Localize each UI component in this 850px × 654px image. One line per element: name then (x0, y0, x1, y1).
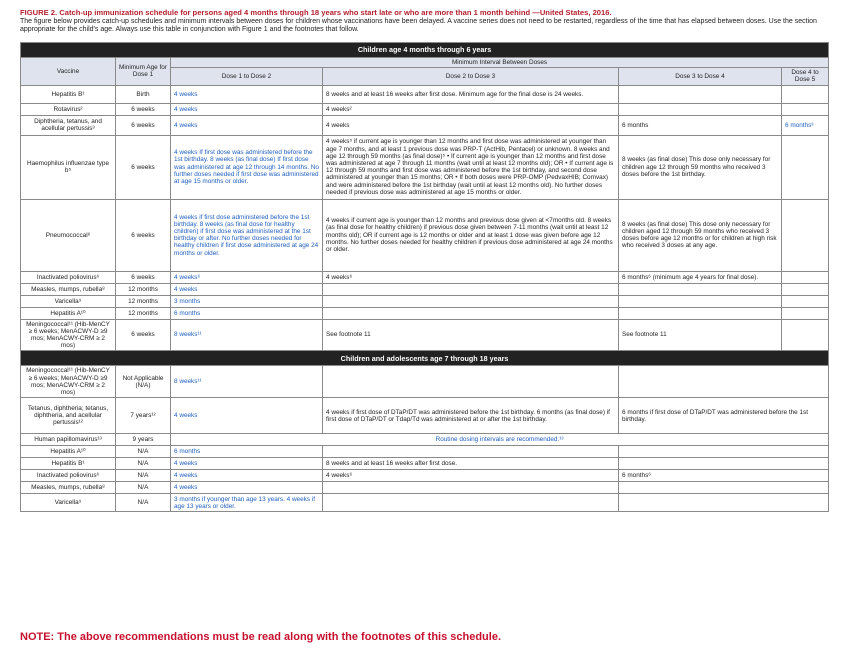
table-cell: 7 years¹² (116, 398, 171, 434)
table-cell: 12 months (116, 307, 171, 319)
table-row (21, 319, 829, 351)
table-cell: Hepatitis B¹ (21, 458, 116, 470)
table-cell: 9 years (116, 434, 171, 446)
table-cell: 4 weeks (171, 458, 323, 470)
table-row (21, 494, 829, 512)
table-row (21, 85, 829, 103)
table-cell (782, 199, 829, 271)
table-cell: 4 weeks (171, 482, 323, 494)
table-cell (323, 283, 619, 295)
table-cell (782, 135, 829, 199)
dose-4-5-header: Dose 4 to Dose 5 (782, 68, 829, 85)
table-row (21, 283, 829, 295)
table-cell: 4 weeks if first dose administered before the 1st birthday. 8 weeks (as final dose for healthy children) if first dose was administered at the 1st birthday or after. No further doses needed for healthy children if first dose administered at age 24 months or older. (171, 199, 323, 271)
table-cell: N/A (116, 482, 171, 494)
table-row (21, 271, 829, 283)
table-cell (619, 446, 829, 458)
table-cell: 6 months (619, 115, 782, 135)
dose-1-2-header: Dose 1 to Dose 2 (171, 68, 323, 85)
table-cell: 4 weeks If first dose was administered before the 1st birthday. 8 weeks (as final dose) If first dose was administered at age 12 through 14 months. No further doses needed if first dose was administered at age 15 months or older. (171, 135, 323, 199)
table-row (21, 103, 829, 115)
table-cell: 8 weeks and at least 16 weeks after first dose. (323, 458, 619, 470)
table-cell: 6 months (171, 307, 323, 319)
table-cell: Tetanus, diphtheria; tetanus, diphtheria, and acellular pertussis¹² (21, 398, 116, 434)
table-row (21, 295, 829, 307)
table-cell: 4 weeks (171, 398, 323, 434)
table-cell (323, 482, 619, 494)
table-cell: 4 weeks⁶ (171, 271, 323, 283)
table-cell: 6 weeks (116, 271, 171, 283)
table-cell: Haemophilus influenzae type b⁵ (21, 135, 116, 199)
table-cell: 4 weeks (171, 283, 323, 295)
figure-description: The figure below provides catch-up schedules and minimum intervals between doses for children whose vaccinations have been delayed. A vaccine series does not need to be restarted, regardless of the time that has elapsed between doses. Use the section appropriate for the child's age. Always use this table in conjunction with Figure 1 and the footnotes that follow. (20, 17, 817, 34)
table-cell (619, 482, 829, 494)
table-cell (619, 85, 782, 103)
table-cell: 6 weeks (116, 135, 171, 199)
table-cell: 12 months (116, 283, 171, 295)
table-cell: 6 weeks (116, 199, 171, 271)
table-cell: 12 months (116, 295, 171, 307)
table-cell: Measles, mumps, rubella⁸ (21, 482, 116, 494)
table-cell: 6 months⁶ (minimum age 4 years for final dose). (619, 271, 782, 283)
table-row (21, 199, 829, 271)
table-cell: 8 weeks¹¹ (171, 319, 323, 351)
table-row (21, 135, 829, 199)
table-cell (323, 446, 619, 458)
table-cell: N/A (116, 494, 171, 512)
section-header-young: Children age 4 months through 6 years (21, 43, 829, 58)
table-cell: 4 weeks (171, 85, 323, 103)
table-cell: Diphtheria, tetanus, and acellular pertussis³ (21, 115, 116, 135)
table-cell: 3 months if younger than age 13 years. 4 weeks if age 13 years or older. (171, 494, 323, 512)
table-cell (323, 494, 619, 512)
column-header-row (21, 58, 829, 68)
table-cell: Pneumococcal⁶ (21, 199, 116, 271)
table-cell: 3 months (171, 295, 323, 307)
table-row (21, 446, 829, 458)
header (20, 9, 835, 35)
table-row (21, 470, 829, 482)
table-cell: Varicella⁹ (21, 295, 116, 307)
section-header-older (21, 351, 829, 366)
table-row (21, 434, 829, 446)
table-row (21, 482, 829, 494)
table-row (21, 115, 829, 135)
table-cell (782, 85, 829, 103)
table-cell (782, 103, 829, 115)
table-cell (782, 319, 829, 351)
min-interval-header: Minimum Interval Between Doses (171, 58, 829, 68)
dose-3-4-header: Dose 3 to Dose 4 (619, 68, 782, 85)
table-cell: 8 weeks¹¹ (171, 366, 323, 398)
table-cell: 4 weeks if current age is younger than 12 months and previous dose given at <7months old. 8 weeks (as final dose for healthy children) if previous dose given between 7-11 months (wait until at least 12 months old); OR if current age is 12 months or older and at least 1 dose was given before age 12 months. No further doses needed for healthy children if previous dose administered at age 24 months or older. (323, 199, 619, 271)
table-cell: 4 weeks if first dose of DTaP/DT was administered before the 1st birthday. 6 months (as final dose) if first dose of DTaP/DT or Tdap/Td was administered at or after the 1st birthday. (323, 398, 619, 434)
table-cell (619, 307, 782, 319)
table-cell (619, 283, 782, 295)
table-cell (619, 458, 829, 470)
table-cell: 4 weeks (323, 115, 619, 135)
catch-up-schedule-table (20, 42, 829, 512)
table-cell: 6 weeks (116, 103, 171, 115)
table-cell: 8 weeks (as final dose) This dose only necessary for children aged 12 through 59 months who received 3 doses before age 12 months or for children at high risk who received 3 doses at any age. (619, 199, 782, 271)
table-cell: See footnote 11 (323, 319, 619, 351)
dose-2-3-header: Dose 2 to Dose 3 (323, 68, 619, 85)
table-cell: 4 weeks⁶ (323, 271, 619, 283)
footnote-note: NOTE: The above recommendations must be read along with the footnotes of this schedule. (20, 631, 502, 643)
table-cell (782, 307, 829, 319)
table-cell: 8 weeks and at least 16 weeks after first dose. Minimum age for the final dose is 24 weeks. (323, 85, 619, 103)
table-cell: 6 months³ (782, 115, 829, 135)
table-cell (782, 295, 829, 307)
table-cell: Hepatitis A¹⁰ (21, 446, 116, 458)
table-cell: 6 months if first dose of DTaP/DT was administered before the 1st birthday. (619, 398, 829, 434)
table-cell: 6 months (171, 446, 323, 458)
table-cell: Hepatitis A¹⁰ (21, 307, 116, 319)
table-cell: Inactivated poliovirus⁶ (21, 271, 116, 283)
table-cell (619, 295, 782, 307)
table-cell: Meningococcal¹¹ (Hib-MenCY ≥ 6 weeks; MenACWY-D ≥9 mos; MenACWY-CRM ≥ 2 mos) (21, 319, 116, 351)
table-cell: 6 weeks (116, 115, 171, 135)
table-row (21, 398, 829, 434)
table-cell: 6 weeks (116, 319, 171, 351)
table-cell: 4 weeks² (323, 103, 619, 115)
min-age-header: Minimum Age for Dose 1 (116, 58, 171, 86)
table-cell: Inactivated poliovirus⁶ (21, 470, 116, 482)
table-cell (323, 307, 619, 319)
table-cell: See footnote 11 (619, 319, 782, 351)
table-cell: 4 weeks (171, 115, 323, 135)
table-cell: 4 weeks⁶ (323, 470, 619, 482)
table-cell (619, 103, 782, 115)
table-cell: 4 weeks (171, 470, 323, 482)
table-cell: Routine dosing intervals are recommended.¹³ (171, 434, 829, 446)
figure-title: FIGURE 2. Catch-up immunization schedule for persons aged 4 months through 18 years who start late or who are more than 1 month behind —United States, 2016. (20, 8, 612, 17)
table-cell: Rotavirus² (21, 103, 116, 115)
table-cell: Children and adolescents age 7 through 18 years (21, 351, 829, 366)
table-row (21, 458, 829, 470)
table-cell: N/A (116, 446, 171, 458)
table-cell: Not Applicable (N/A) (116, 366, 171, 398)
table-cell: 6 months⁶ (619, 470, 829, 482)
table-cell: N/A (116, 458, 171, 470)
table-row (21, 307, 829, 319)
table-cell: Meningococcal¹¹ (Hib-MenCY ≥ 6 weeks; MenACWY-D ≥9 mos; MenACWY-CRM ≥ 2 mos) (21, 366, 116, 398)
table-cell: Hepatitis B¹ (21, 85, 116, 103)
table-cell (782, 283, 829, 295)
table-cell (323, 366, 619, 398)
table-cell (619, 366, 829, 398)
table-cell (619, 494, 829, 512)
table-cell: 4 weeks⁵ if current age is younger than 12 months and first dose was administered at younger than age 7 months, and at least 1 previous dose was PRP-T (ActHib, Pentacel) or unknown. 8 weeks and age 12 through 59 months (as final dose)⁵ • If current age is younger than 12 months and first dose was administered at age 7 through 11 months (wait until at least 12 months old); OR • If current age is 12 through 59 months and first dose was administered before the 1st birthday, and second dose administered at younger than 15 months; OR • If both doses were PRP-OMP (PedvaxHIB; Comvax) and were administered before the 1st birthday (wait until at least 12 months old). No further doses needed if previous dose was administered at age 15 months or older. (323, 135, 619, 199)
table-cell: Human papillomavirus¹³ (21, 434, 116, 446)
table-cell: Varicella⁹ (21, 494, 116, 512)
table-cell (323, 295, 619, 307)
table-cell: N/A (116, 470, 171, 482)
table-cell (782, 271, 829, 283)
table-cell: Measles, mumps, rubella⁸ (21, 283, 116, 295)
table-row (21, 366, 829, 398)
table-cell: 4 weeks (171, 103, 323, 115)
vaccine-header: Vaccine (21, 58, 116, 86)
table-cell: Birth (116, 85, 171, 103)
table-cell: 8 weeks (as final dose) This dose only necessary for children age 12 through 59 months who received 3 doses before the 1st birthday. (619, 135, 782, 199)
